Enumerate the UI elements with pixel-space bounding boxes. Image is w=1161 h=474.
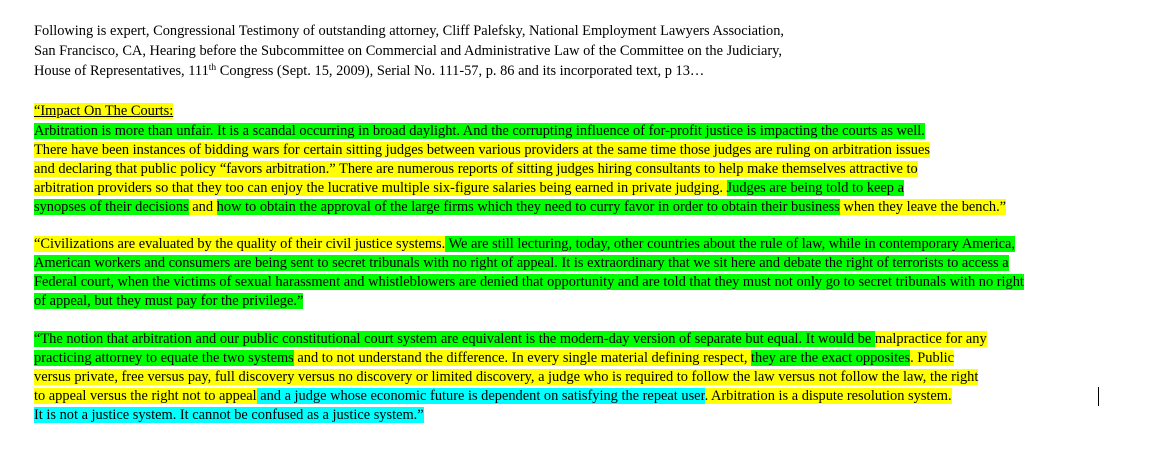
intro-text: Congress (Sept. 15, 2009), Serial No. 111-57, p. 86 and its incorporated text, p 13… bbox=[216, 63, 705, 79]
quote3-line bbox=[34, 349, 954, 368]
intro-line bbox=[34, 42, 782, 61]
highlighted-text: It is not a justice system. It cannot be confused as a justice system.” bbox=[34, 407, 424, 423]
quote2-line bbox=[34, 273, 1024, 292]
quote1-line bbox=[34, 141, 930, 160]
highlighted-text: “Civilizations are evaluated by the quality of their civil justice systems. bbox=[34, 236, 446, 252]
highlighted-text: they are the exact opposites bbox=[751, 350, 911, 366]
quote1-heading bbox=[34, 102, 173, 121]
quote3-line bbox=[34, 330, 987, 349]
highlighted-text: versus private, free versus pay, full discovery versus no discovery or limited discovery, a judge who is required to follow the law versus not follow the law, the right bbox=[34, 369, 979, 385]
highlighted-text: malpractice for any bbox=[874, 331, 987, 347]
quote3-line bbox=[34, 368, 978, 387]
highlighted-text: how to obtain the approval of the large firms which they need to curry favor in order to obtain their business bbox=[216, 199, 840, 215]
quote3-line bbox=[34, 406, 424, 425]
quote2-line bbox=[34, 292, 303, 311]
highlighted-text: . Public bbox=[910, 350, 955, 366]
highlighted-text: Arbitration is more than unfair. It is a scandal occurring in broad daylight. And the corrupting influence of for-profit justice is impacting the courts as well. bbox=[34, 123, 925, 139]
intro-text: House of Representatives, 111 bbox=[34, 63, 209, 79]
highlighted-text: to appeal versus the right not to appeal bbox=[34, 388, 257, 404]
highlighted-text: American workers and consumers are being sent to secret tribunals with no right of appeal. It is extraordinary that we sit here and debate the right of terrorists to access a bbox=[34, 255, 1009, 271]
quote2-line bbox=[34, 235, 1015, 254]
heading-text: On bbox=[83, 103, 102, 119]
highlighted-text: when they leave the bench.” bbox=[839, 199, 1007, 215]
intro-text: San Francisco, CA, Hearing before the Subcommittee on Commercial and Administrative Law of the Committee on the Judiciary, bbox=[34, 43, 782, 59]
highlighted-text: and declaring that public policy “favors arbitration.” There are numerous reports of sitting judges hiring consultants to help make themselves attractive to bbox=[34, 161, 918, 177]
highlighted-text: . Arbitration is a dispute resolution system. bbox=[704, 388, 952, 404]
quote2-line bbox=[34, 254, 1009, 273]
intro-text: Following is expert, Congressional Testimony of outstanding attorney, Cliff Palefsky, National Employment Lawyers Association, bbox=[34, 23, 785, 39]
highlighted-text: Federal court, when the victims of sexual harassment and whistleblowers are denied that opportunity and are told that they must not only go to secret tribunals with no right bbox=[34, 274, 1024, 290]
highlighted-text: and bbox=[188, 199, 217, 215]
highlighted-text: practicing attorney to equate the two systems bbox=[34, 350, 294, 366]
ordinal-suffix: th bbox=[208, 63, 217, 73]
highlighted-text: and a judge whose economic future is dependent on satisfying the repeat user bbox=[256, 388, 705, 404]
quote1-line bbox=[34, 179, 904, 198]
highlighted-text: of appeal, but they must pay for the privilege.” bbox=[34, 293, 304, 309]
quote1-line bbox=[34, 198, 1006, 217]
highlighted-text: There have been instances of bidding wars for certain sitting judges between various providers at the same time those judges are ruling on arbitration issues bbox=[34, 142, 930, 158]
highlighted-text: arbitration providers so that they too can enjoy the lucrative multiple six-figure salaries being earned in private judging. bbox=[34, 180, 727, 196]
highlighted-text: Judges are being told to keep a bbox=[726, 180, 904, 196]
quote3-line bbox=[34, 387, 952, 406]
quote1-line bbox=[34, 122, 925, 141]
highlighted-text: and to not understand the difference. In every single material defining respect, bbox=[293, 350, 752, 366]
quote1-line bbox=[34, 160, 918, 179]
intro-line bbox=[34, 62, 704, 81]
text-cursor bbox=[1098, 387, 1099, 406]
highlighted-text: We are still lecturing, today, other countries about the rule of law, while in contemporary America, bbox=[445, 236, 1015, 252]
highlighted-text: “The notion that arbitration and our public constitutional court system are equivalent is the modern-day version of separate but equal. It would be bbox=[34, 331, 875, 347]
heading-text: The Courts: bbox=[101, 103, 174, 119]
heading-text: “Impact bbox=[34, 103, 84, 119]
intro-line bbox=[34, 22, 784, 41]
highlighted-text: synopses of their decisions bbox=[34, 199, 189, 215]
